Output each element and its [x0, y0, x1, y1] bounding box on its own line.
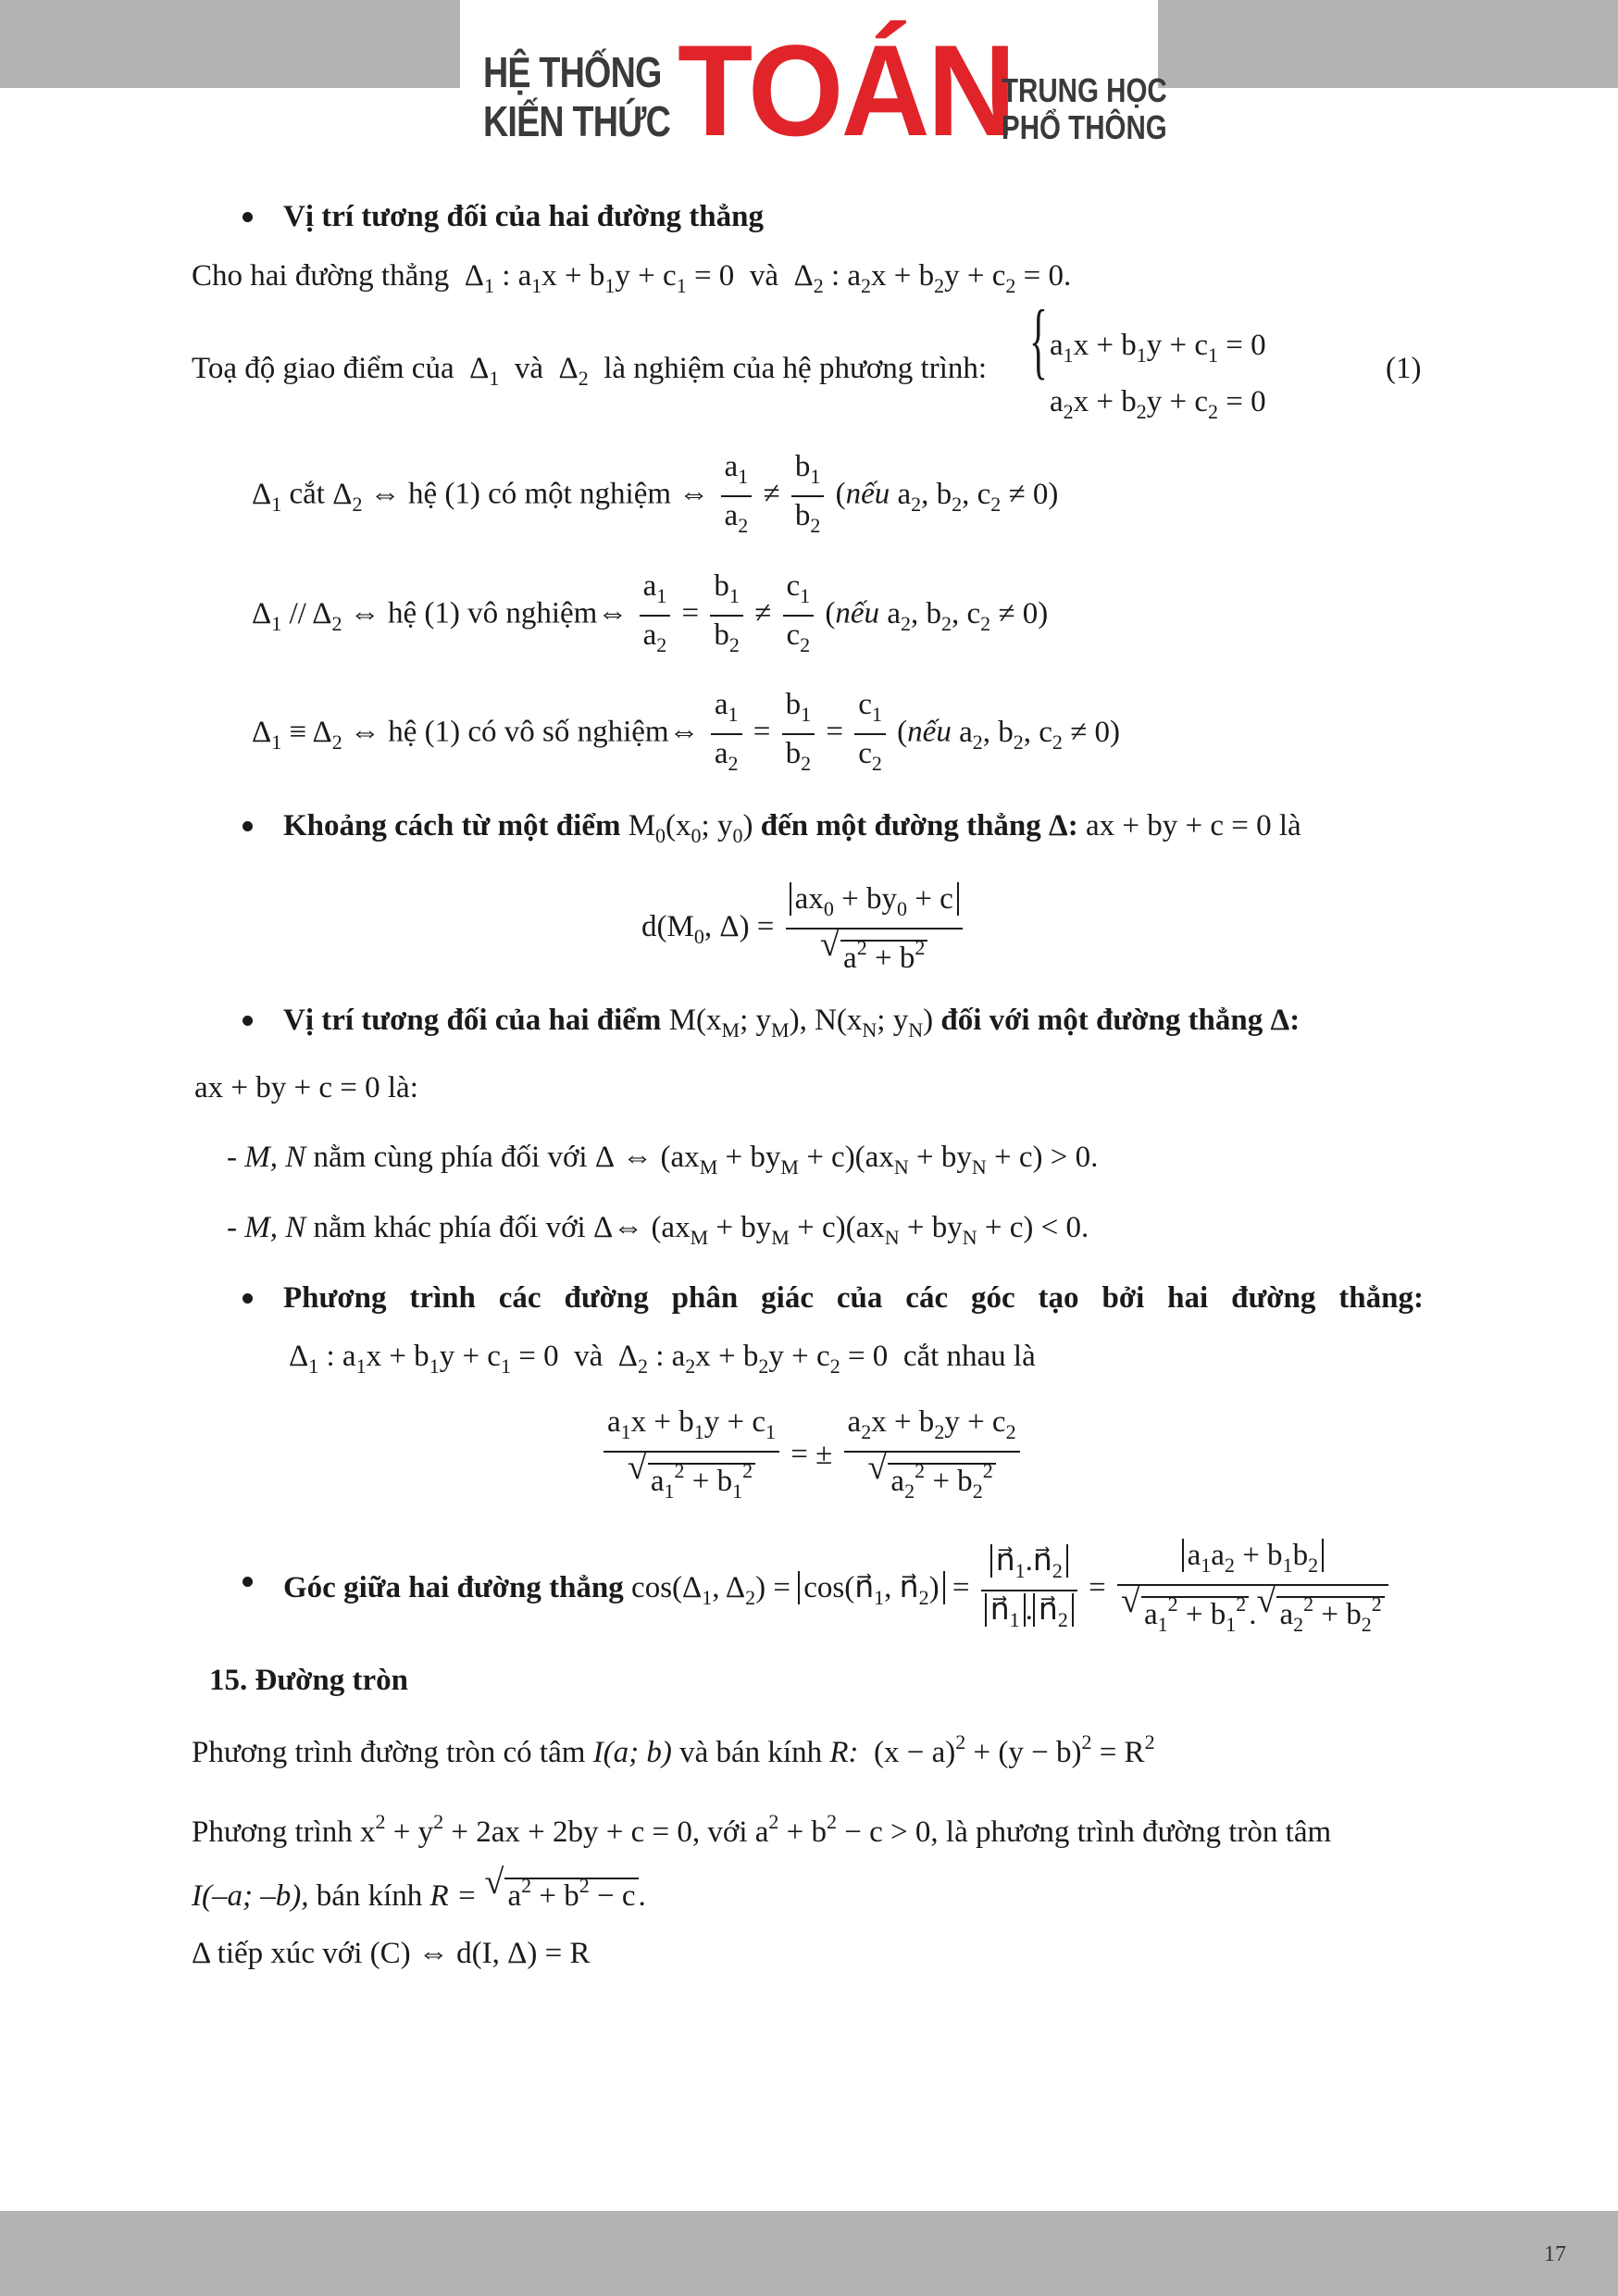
section-title: Vị trí tương đối của hai điểm $M(x_M$; $y_M$), $N(x_N$; $y_N$) đối với một đường thẳng Δ:: [283, 1004, 1301, 1042]
text-line: I(–a; –b), bán kính R = √ $a^2 + b^2 - c$.: [192, 1867, 646, 1915]
logo-left-text: HỆ THỐNG KIẾN THỨC: [483, 48, 671, 145]
bisector-formula: $a_1x + b_1y + c_1$ √ $a_1^2 + b_1^2$ = ± $a_2x + b_2y + c_2$ √ $a_2^2 + b_2^2$: [600, 1404, 1024, 1510]
condition-line: $\Delta_1$ cắt $\Delta_2$ ⇔ hệ (1) có một nghiệm ⇔ $\frac{a_1}{a_2}$ ≠ $\frac{b_1}{b_2}$ (nếu $a_2$, $b_2$, $c_2 \ne 0$): [252, 450, 1059, 537]
section-title: Phương trình các đường phân giác của các góc tạo bởi hai đường thẳng:: [283, 1281, 1424, 1315]
text-line: Cho hai đường thẳng $\Delta_1$ : $a_1x + b_1y + c_1 = 0$ và $\Delta_2$ : $a_2x + b_2y + c_2 = 0$.: [192, 259, 1072, 297]
bullet: [243, 1016, 253, 1026]
bullet: [243, 821, 253, 831]
section-title: Vị trí tương đối của hai đường thẳng: [283, 200, 764, 233]
text-line: - M, N nằm khác phía đối với Δ⇔ $(ax_M + by_M + c)(ax_N + by_N + c) < 0$.: [227, 1211, 1089, 1249]
bullet: [243, 1577, 253, 1587]
distance-formula: $d(M_0$, Δ) = $ax_0 + by_0 + c$ √ $a^2 + b^2$: [641, 880, 966, 977]
section-heading: 15. Đường tròn: [209, 1664, 408, 1697]
text-line: ax + by + c = 0 là:: [194, 1071, 418, 1104]
bullet: [243, 1293, 253, 1304]
equation-ref: (1): [1386, 352, 1422, 385]
text-line: Toạ độ giao điểm của $\Delta_1$ và $\Delta_2$ là nghiệm của hệ phương trình:: [192, 352, 988, 390]
bullet: [243, 212, 253, 222]
page-number: 17: [1544, 2242, 1566, 2266]
bottom-band: [0, 2211, 1618, 2296]
logo-main-text: TOÁN: [678, 18, 1014, 163]
condition-line: $\Delta_1 \equiv \Delta_2$ ⇔ hệ (1) có vô số nghiệm⇔ $\frac{a_1}{a_2}$ = $\frac{b_1}{b_2}$ = $\frac{c_1}{c_2}$ (nếu $a_2$, $b_2$, $c_2 \ne 0$): [252, 688, 1121, 775]
text-line: - M, N nằm cùng phía đối với Δ ⇔ $(ax_M + by_M + c)(ax_N + by_N + c) > 0$.: [227, 1141, 1099, 1179]
logo-right-text: TRUNG HỌC PHỔ THÔNG: [1002, 71, 1167, 146]
section-title: Khoảng cách từ một điểm $M_0(x_0$; $y_0$) đến một đường thẳng Δ: ax + by + c = 0 là: [283, 809, 1301, 847]
equation-system: { $a_1x + b_1y + c_1 = 0$ $a_2x + b_2y + c_2 = 0$: [1029, 293, 1266, 423]
text-line: $\Delta_1$ : $a_1x + b_1y + c_1 = 0$ và $\Delta_2$ : $a_2x + b_2y + c_2 = 0$ cắt nhau là: [289, 1340, 1036, 1378]
text-line: Phương trình $x^2 + y^2 + 2ax + 2by + c = 0$, với $a^2 + b^2 - c > 0$, là phương trình đường tròn tâm: [192, 1810, 1332, 1849]
section-title: Góc giữa hai đường thẳng $\cos(\Delta_1$, $\Delta_2$) = $\cos(n⃗_1$, $n⃗_2$) = $\frac{n⃗_1.n⃗_2}{n⃗_1 . n⃗_2}$ = $a_1a_2 + b_1b_2$ √ $a_1^2 + b_1^2.√$ $a_2^2 + b_2^2$: [283, 1537, 1392, 1643]
text-line: Phương trình đường tròn có tâm I(a; b) và bán kính R: $(x - a)^2 + (y - b)^2 = R^2$: [192, 1730, 1155, 1769]
text-line: Δ tiếp xúc với (C) ⇔ d(I, Δ) = R: [192, 1937, 591, 1970]
condition-line: $\Delta_1 // \Delta_2$ ⇔ hệ (1) vô nghiệm⇔ $\frac{a_1}{a_2}$ = $\frac{b_1}{b_2}$ ≠ $\frac{c_1}{c_2}$ (nếu $a_2$, $b_2$, $c_2 \ne 0$): [252, 569, 1049, 656]
